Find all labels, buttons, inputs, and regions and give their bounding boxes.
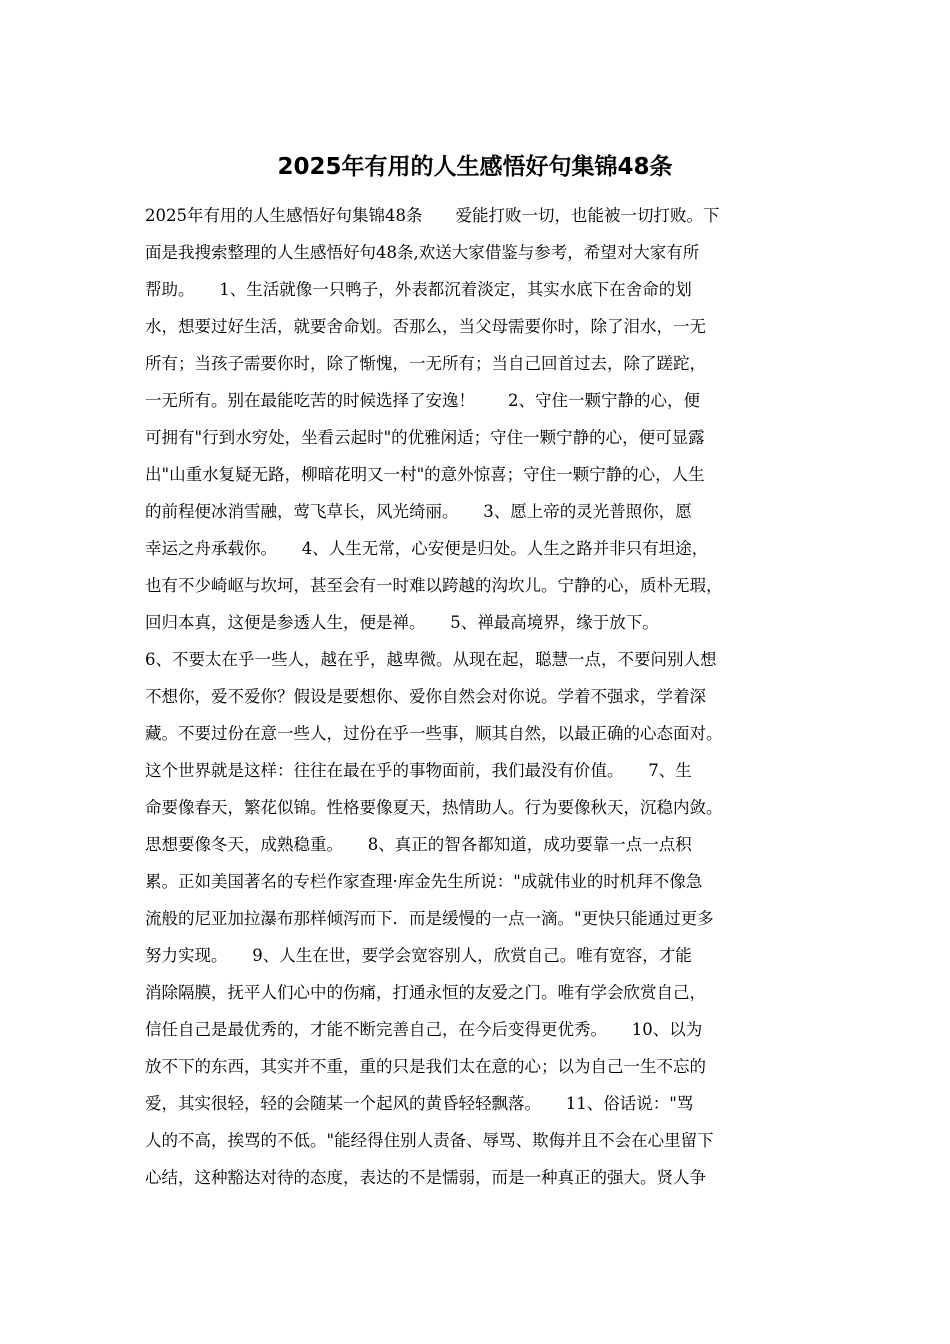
body-text-line: 信任自己是最优秀的，才能不断完善自己，在今后变得更优秀。 10、以为: [145, 1020, 703, 1039]
body-text-line: 所有；当孩子需要你时，除了惭愧，一无所有；当自己回首过去，除了蹉跎，: [145, 354, 706, 373]
body-text-line: 命要像春天，繁花似锦。性格要像夏天，热情助人。行为要像秋天，沉稳内敛。: [145, 798, 723, 817]
body-text-line: 藏。不要过份在意一些人，过份在乎一些事，顺其自然，以最正确的心态面对。: [145, 724, 723, 743]
body-text-line: 消除隔膜，抚平人们心中的伤痛，打通永恒的友爱之门。唯有学会欣赏自己，: [145, 983, 706, 1002]
body-text-line: 累。正如美国著名的专栏作家查理·库金先生所说："成就伟业的时机拜不像急: [145, 872, 703, 891]
body-text-line: 心结，这种豁达对待的态度，表达的不是懦弱，而是一种真正的强大。贤人争: [145, 1168, 706, 1187]
body-text-line: 人的不高，挨骂的不低。"能经得住别人责备、辱骂、欺侮并且不会在心里留下: [145, 1131, 714, 1150]
body-text-line: 努力实现。 9、人生在世，要学会宽容别人，欣赏自己。唯有宽容，才能: [145, 946, 692, 965]
body-text-line: 幸运之舟承载你。 4、人生无常，心安便是归处。人生之路并非只有坦途，: [145, 539, 709, 558]
body-text-line: 也有不少崎岖与坎坷，甚至会有一时难以跨越的沟坎儿。宁静的心，质朴无瑕，: [145, 576, 723, 595]
body-text-line: 不想你，爱不爱你？假设是要想你、爱你自然会对你说。学着不强求，学着深: [145, 687, 706, 706]
body-text-line: 出"山重水复疑无路，柳暗花明又一村"的意外惊喜；守住一颗宁静的心，人生: [145, 465, 705, 484]
body-text-line: 这个世界就是这样：往往在最在乎的事物面前，我们最没有价值。 7、生: [145, 761, 692, 780]
body-text-line: 可拥有"行到水穷处，坐看云起时"的优雅闲适；守住一颗宁静的心，便可显露: [145, 428, 705, 447]
body-text-line: 一无所有。别在最能吃苦的时候选择了安逸！ 2、守住一颗宁静的心，便: [145, 391, 700, 410]
body-text-line: 的前程便冰消雪融，莺飞草长，风光绮丽。 3、愿上帝的灵光普照你，愿: [145, 502, 692, 521]
body-text-line: 帮助。 1、生活就像一只鸭子，外表都沉着淡定，其实水底下在舍命的划: [145, 280, 692, 299]
document-title: 2025年有用的人生感悟好句集锦48条: [277, 154, 673, 180]
body-text-line: 6、不要太在乎一些人，越在乎，越卑微。从现在起，聪慧一点，不要问别人想: [145, 650, 717, 669]
body-text-line: 爱，其实很轻，轻的会随某一个起风的黄昏轻轻飘落。 11、俗话说："骂: [145, 1094, 694, 1113]
body-text-line: 水，想要过好生活，就要舍命划。否那么，当父母需要你时，除了泪水，一无: [145, 317, 706, 336]
body-text-line: 2025年有用的人生感悟好句集锦48条 爱能打败一切，也能被一切打败。下: [145, 206, 720, 225]
document-body: [145, 197, 825, 1196]
body-text-line: 面是我搜索整理的人生感悟好句48条,欢送大家借鉴与参考，希望对大家有所: [145, 243, 700, 262]
body-text-line: 回归本真，这便是参透人生，便是禅。 5、禅最高境界，缘于放下。: [145, 613, 659, 632]
body-text-line: 流般的尼亚加拉瀑布那样倾泻而下．而是缓慢的一点一滴。"更快只能通过更多: [145, 909, 714, 928]
body-text-line: 放不下的东西，其实并不重，重的只是我们太在意的心；以为自己一生不忘的: [145, 1057, 706, 1076]
body-text-line: 思想要像冬天，成熟稳重。 8、真正的智各都知道，成功要靠一点一点积: [145, 835, 692, 854]
